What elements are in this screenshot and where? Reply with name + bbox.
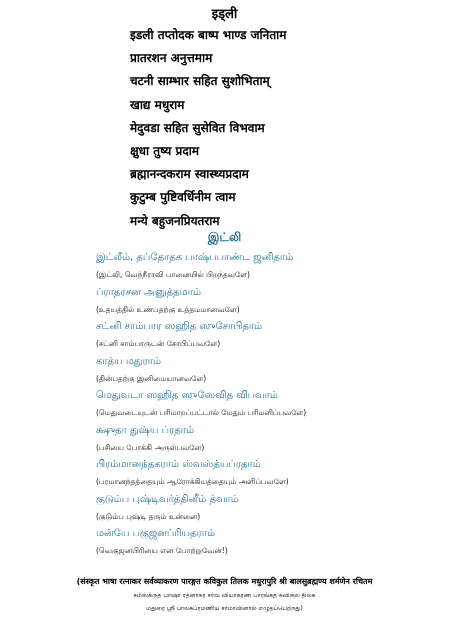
tamil-verse-block <box>96 249 436 560</box>
tamil-meaning: (பரமானந்தத்தையும் ஆரோக்கியத்தையும் அளிப்பவளே) <box>96 477 289 486</box>
tamil-meaning: (வெகுஜனபிரியை என போற்றுவேன்!) <box>96 546 228 555</box>
tamil-meaning: (தின்பதற்கு இனிமையானவளே) <box>96 373 207 383</box>
tamil-title: இட்லி <box>207 230 242 244</box>
tamil-attribution-line1: சம்ஸ்க்ருத பாஷா ரத்னாகர சர்வ வியாகரண பாரங்கத கவிகுல திலக <box>133 592 316 599</box>
sanskrit-attribution: (संस्कृत भाषा रत्नाकर सर्वव्याकरण पारङ्गत कविकुल तिलक मधुरापुरि श्री बालसुब्रह्मण्य शर्मणेन रचितम <box>76 577 373 586</box>
sanskrit-title: इड्ली <box>211 7 238 22</box>
sanskrit-verse-line: मन्ये बहुजनप्रियतराम <box>130 213 220 228</box>
tamil-verse: சட்னி சாம்பார ஸஹித ஸுசோபிதாம் <box>96 321 263 332</box>
tamil-verse-pair <box>96 456 436 491</box>
tamil-meaning: (பசியை போக்கி அருள்பவளே) <box>96 442 205 452</box>
sanskrit-verse-line: मेदुवडा सहित सुसेवित विभवाम <box>130 120 265 135</box>
tamil-verse: க்ஷுதா துஷ்ய ப்ரதாம் <box>96 424 195 436</box>
sanskrit-verse-line: क्षुधा तुष्य प्रदाम <box>130 143 199 158</box>
tamil-verse: இட்லீம், தப்தோதக பாஷ்பபாண்ட ஜனிதாம் <box>96 252 294 263</box>
sanskrit-verse-line: ब्रह्मानन्दकराम स्वास्थ्यप्रदाम <box>130 167 249 182</box>
tamil-verse: மன்யே பகுஜனப்ரியதராம் <box>96 528 216 539</box>
tamil-attribution-line2: மதுரை ஸ்ரீ பாலசுப்ரமணிய சர்மாவினால் எழுதப்பெற்றது) <box>146 605 303 612</box>
tamil-verse-pair <box>96 525 436 560</box>
tamil-verse-pair <box>96 353 436 388</box>
sanskrit-verse-block <box>130 24 430 233</box>
sanskrit-verse-line: खाद्य मधुराम <box>130 97 185 112</box>
sanskrit-verse-line: इडली तप्तोदक बाष्प भाण्ड जनिताम <box>130 28 287 42</box>
sanskrit-verse-line: कुटुम्ब पुष्टिवर्धिनीम त्वाम <box>130 190 236 205</box>
tamil-verse-pair <box>96 284 436 319</box>
tamil-meaning: (உதயத்தில் உண்பதற்கு உத்தமமானவளே) <box>96 304 240 314</box>
tamil-meaning: (மெதுவடையுடன் பரிமாறப்பட்டால் மேதும் பரிமளிப்பவளே) <box>96 408 307 417</box>
attribution-footer <box>0 575 449 615</box>
sanskrit-verse-line: चटनी साम्भार सहित सुशोभिताम् <box>130 74 270 89</box>
sanskrit-verse-line: प्रातरशन अनुत्तमाम <box>130 51 213 66</box>
tamil-meaning: (குடும்ப புஷ்டி தரும் உன்னை) <box>96 511 201 521</box>
tamil-meaning: (சட்னி சாம்பாருடன் சோபிப்பவளே) <box>96 339 221 348</box>
tamil-verse: மெதுவடா ஸஹித ஸுஸேவித விபவாம் <box>96 390 278 401</box>
tamil-meaning: (இட்லி, வெந்நீராவி பானையில் பிறந்தவளே) <box>96 270 250 279</box>
tamil-verse-pair <box>96 491 436 526</box>
tamil-verse-pair <box>96 318 436 353</box>
tamil-verse: ப்ராதரசன அனுத்தமாம் <box>96 286 201 298</box>
tamil-verse: பிரம்மானந்தகராம் ஸ்வஸ்த்யப்ரதாம் <box>96 459 261 470</box>
tamil-verse-pair <box>96 422 436 457</box>
tamil-verse-pair <box>96 387 436 422</box>
tamil-verse: காத்ய மதுராம் <box>96 355 162 367</box>
tamil-verse-pair <box>96 249 436 284</box>
tamil-verse: குடும்ப புஷ்டிவர்த்தினீம் த்வாம் <box>96 493 239 505</box>
